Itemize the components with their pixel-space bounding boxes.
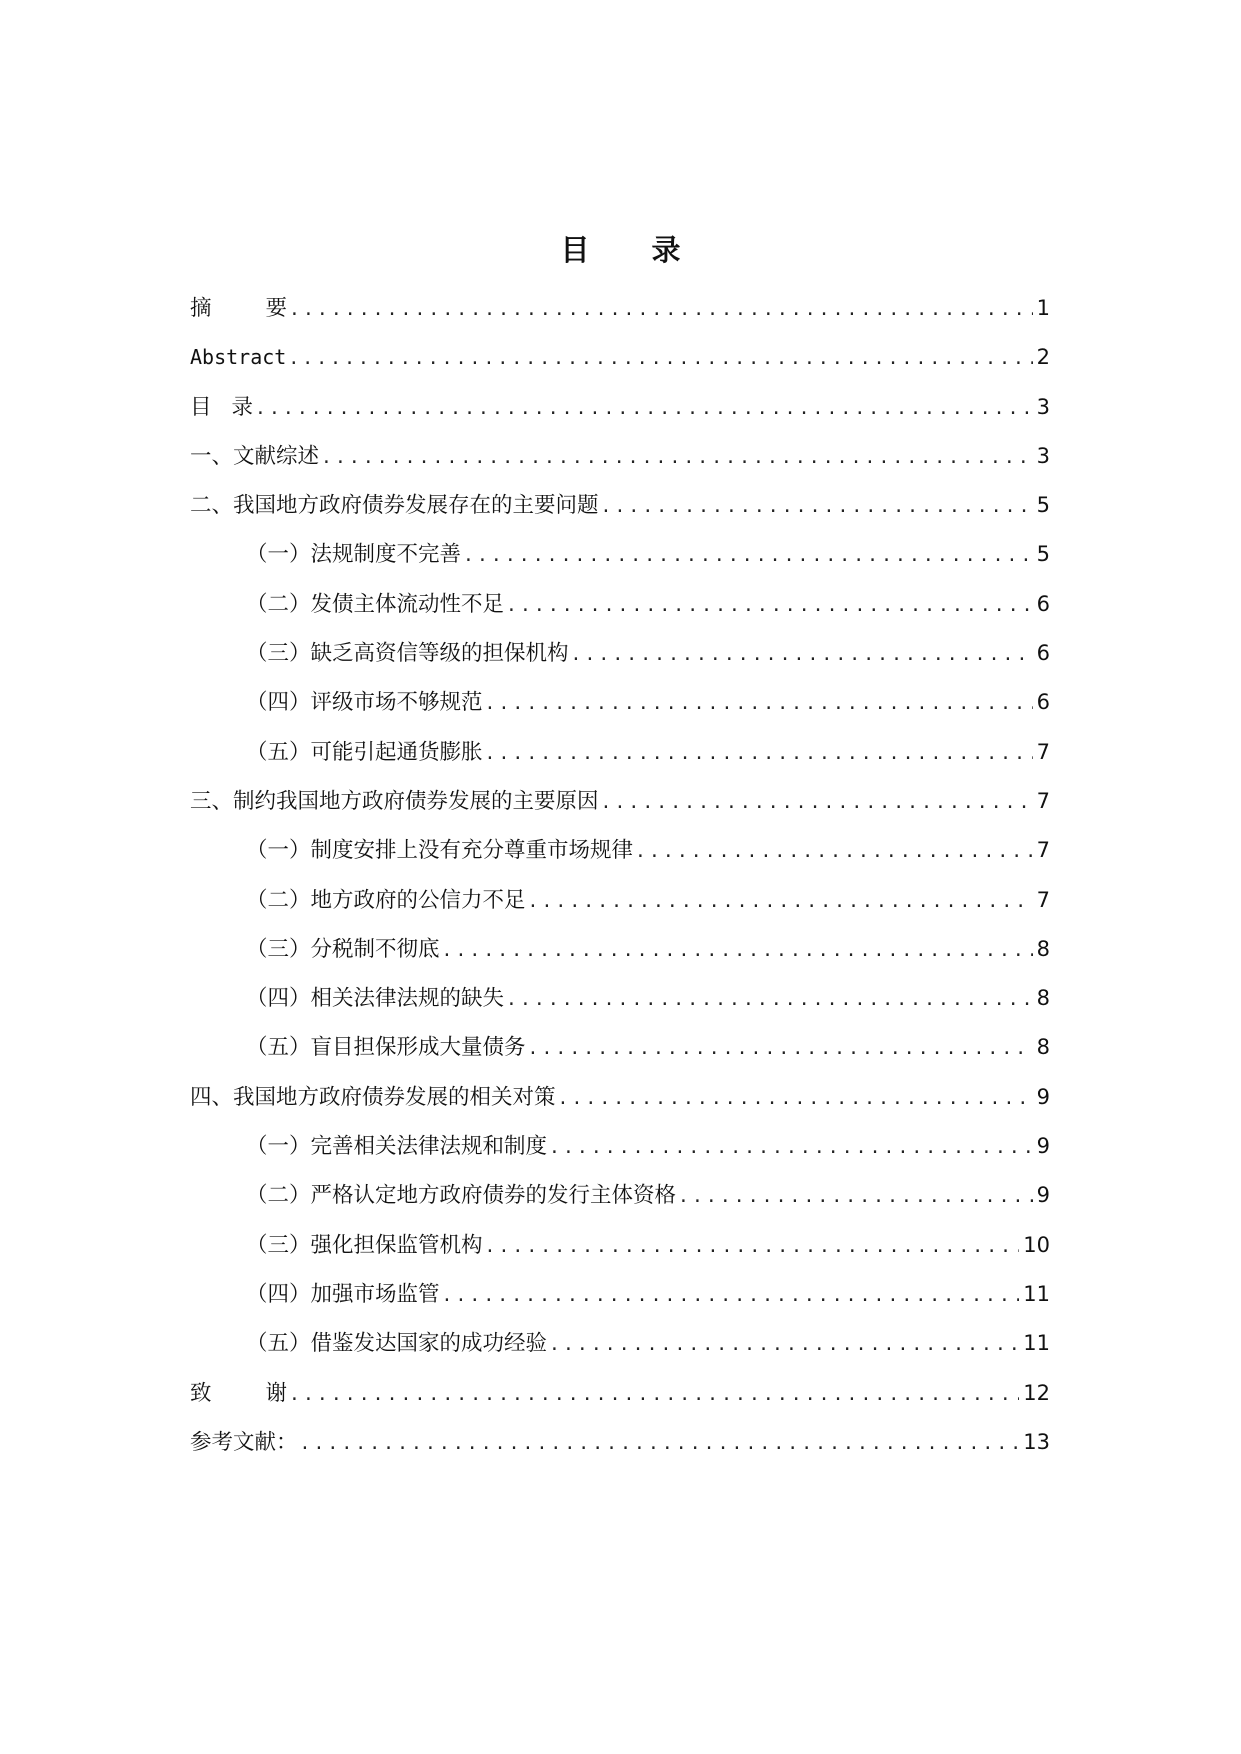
toc-entry-page: 7 bbox=[1036, 887, 1050, 912]
toc-entry-page: 7 bbox=[1036, 838, 1050, 863]
toc-entry-section[interactable] bbox=[190, 1122, 1050, 1171]
dot-leader bbox=[255, 384, 1033, 433]
toc-entry-page: 6 bbox=[1036, 690, 1050, 715]
dot-leader bbox=[485, 1222, 1020, 1271]
toc-entry-label: （一）制度安排上没有充分尊重市场规律 bbox=[246, 838, 634, 864]
toc-entry-chapter-3[interactable] bbox=[190, 777, 1050, 826]
toc-entry-section[interactable] bbox=[190, 1171, 1050, 1220]
toc-entry-page: 8 bbox=[1036, 1035, 1050, 1060]
toc-entry-section[interactable] bbox=[190, 678, 1050, 727]
toc-entry-section[interactable] bbox=[190, 1270, 1050, 1319]
toc-entry-section[interactable] bbox=[190, 925, 1050, 974]
toc-entry-chapter-2[interactable] bbox=[190, 481, 1050, 530]
toc-entry-section[interactable] bbox=[190, 629, 1050, 678]
toc-entry-section[interactable] bbox=[190, 1023, 1050, 1072]
toc-entry-page: 2 bbox=[1036, 345, 1050, 370]
dot-leader bbox=[528, 1024, 1033, 1073]
dot-leader bbox=[506, 975, 1033, 1024]
toc-title: 目 录 bbox=[560, 233, 707, 267]
toc-entry-chapter-1[interactable] bbox=[190, 432, 1050, 481]
toc-entry-label: （一）法规制度不完善 bbox=[246, 542, 462, 568]
toc-entry-chapter-4[interactable] bbox=[190, 1073, 1050, 1122]
toc-entry-label: （二）发债主体流动性不足 bbox=[246, 591, 505, 617]
toc-entry-contents[interactable] bbox=[190, 383, 1050, 432]
toc-entry-section[interactable] bbox=[190, 530, 1050, 579]
toc-entry-label: 参考文献： bbox=[190, 1429, 298, 1455]
toc-entry-section[interactable] bbox=[190, 826, 1050, 875]
toc-entry-section[interactable] bbox=[190, 876, 1050, 925]
dot-leader bbox=[635, 827, 1033, 876]
dot-leader bbox=[571, 630, 1033, 679]
toc-entry-label: 四、我国地方政府债券发展的相关对策 bbox=[190, 1084, 556, 1110]
dot-leader bbox=[558, 1074, 1033, 1123]
toc-entry-label: （四）加强市场监管 bbox=[246, 1281, 440, 1307]
toc-entry-label: （三）分税制不彻底 bbox=[246, 936, 440, 962]
toc-entry-label: Abstract bbox=[190, 345, 287, 370]
dot-leader bbox=[485, 679, 1033, 728]
toc-entry-references[interactable] bbox=[190, 1418, 1050, 1467]
toc-entry-page: 10 bbox=[1023, 1232, 1050, 1257]
toc-entry-page: 1 bbox=[1036, 296, 1050, 320]
toc-entry-label: （四）评级市场不够规范 bbox=[246, 690, 483, 716]
dot-leader bbox=[442, 926, 1033, 975]
toc-entry-page: 7 bbox=[1036, 739, 1050, 764]
toc-entry-label: （五）借鉴发达国家的成功经验 bbox=[246, 1331, 548, 1357]
toc-entry-abstract-en[interactable] bbox=[190, 333, 1050, 382]
toc-entry-label: 摘 要 bbox=[190, 296, 288, 321]
toc-entry-abstract-cn[interactable] bbox=[190, 284, 1050, 333]
dot-leader bbox=[289, 285, 1033, 334]
toc-entry-label: 三、制约我国地方政府债券发展的主要原因 bbox=[190, 788, 599, 814]
toc-entry-label: （三）缺乏高资信等级的担保机构 bbox=[246, 641, 569, 667]
toc-entry-page: 5 bbox=[1036, 493, 1050, 518]
dot-leader bbox=[463, 531, 1033, 580]
dot-leader bbox=[289, 1370, 1019, 1419]
dot-leader bbox=[506, 581, 1033, 630]
dot-leader bbox=[288, 334, 1032, 383]
toc-entry-page: 13 bbox=[1023, 1429, 1050, 1454]
toc-entry-page: 9 bbox=[1036, 1183, 1050, 1208]
toc-entry-page: 8 bbox=[1036, 936, 1050, 961]
table-of-contents bbox=[190, 284, 1050, 1467]
toc-entry-page: 8 bbox=[1036, 986, 1050, 1011]
toc-entry-acknowledgements[interactable] bbox=[190, 1369, 1050, 1418]
toc-entry-label: 致 谢 bbox=[190, 1380, 288, 1406]
toc-entry-section[interactable] bbox=[190, 1319, 1050, 1368]
dot-leader bbox=[549, 1123, 1033, 1172]
toc-entry-section[interactable] bbox=[190, 728, 1050, 777]
toc-entry-label: 二、我国地方政府债券发展存在的主要问题 bbox=[190, 493, 599, 519]
toc-entry-section[interactable] bbox=[190, 974, 1050, 1023]
toc-entry-page: 5 bbox=[1036, 542, 1050, 567]
toc-entry-page: 11 bbox=[1023, 1281, 1050, 1306]
dot-leader bbox=[321, 433, 1033, 482]
toc-entry-page: 6 bbox=[1036, 591, 1050, 616]
dot-leader bbox=[601, 778, 1033, 827]
toc-entry-page: 3 bbox=[1036, 443, 1050, 468]
dot-leader bbox=[485, 729, 1033, 778]
toc-entry-page: 9 bbox=[1036, 1134, 1050, 1159]
toc-entry-label: 目 录 bbox=[190, 394, 254, 420]
toc-entry-page: 7 bbox=[1036, 788, 1050, 813]
dot-leader bbox=[549, 1320, 1019, 1369]
toc-entry-label: （三）强化担保监管机构 bbox=[246, 1232, 483, 1258]
toc-entry-label: （一）完善相关法律法规和制度 bbox=[246, 1134, 548, 1160]
dot-leader bbox=[442, 1271, 1020, 1320]
toc-entry-label: （四）相关法律法规的缺失 bbox=[246, 986, 505, 1012]
dot-leader bbox=[528, 877, 1033, 926]
toc-entry-page: 3 bbox=[1036, 394, 1050, 419]
toc-entry-label: （五）可能引起通货膨胀 bbox=[246, 739, 483, 765]
toc-entry-section[interactable] bbox=[190, 580, 1050, 629]
toc-entry-page: 6 bbox=[1036, 641, 1050, 666]
dot-leader bbox=[601, 482, 1033, 531]
toc-entry-page: 11 bbox=[1023, 1331, 1050, 1356]
toc-entry-label: （二）严格认定地方政府债券的发行主体资格 bbox=[246, 1183, 677, 1209]
toc-entry-label: 一、文献综述 bbox=[190, 443, 320, 469]
toc-entry-label: （五）盲目担保形成大量债务 bbox=[246, 1035, 526, 1061]
toc-entry-section[interactable] bbox=[190, 1221, 1050, 1270]
toc-entry-label: （二）地方政府的公信力不足 bbox=[246, 887, 526, 913]
toc-entry-page: 12 bbox=[1023, 1380, 1050, 1405]
toc-entry-page: 9 bbox=[1036, 1084, 1050, 1109]
dot-leader bbox=[678, 1172, 1033, 1221]
dot-leader bbox=[300, 1419, 1020, 1468]
